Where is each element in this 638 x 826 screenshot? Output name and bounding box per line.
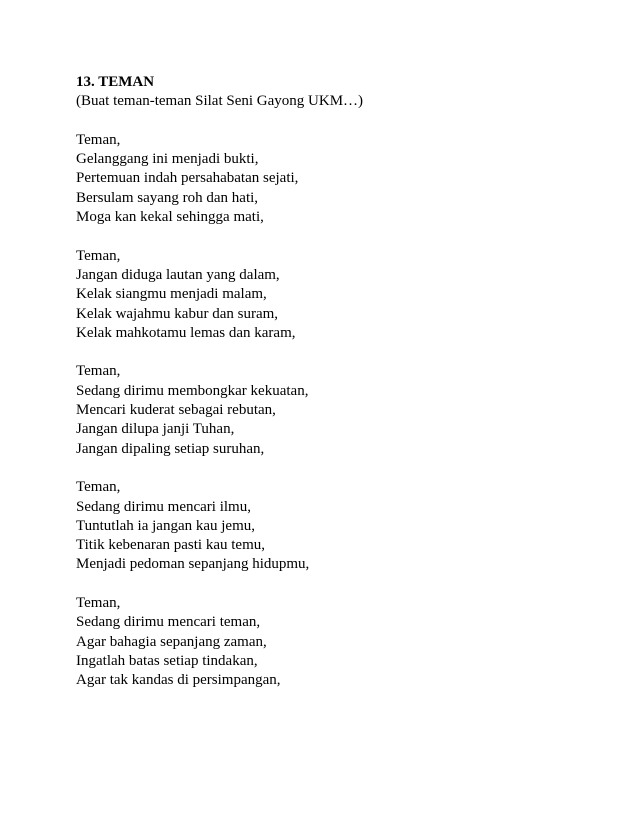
stanza-line: Kelak siangmu menjadi malam, (76, 286, 267, 303)
stanza-line: Jangan dipaling setiap suruhan, (76, 440, 265, 457)
stanza-line: Titik kebenaran pasti kau temu, (76, 537, 265, 554)
stanza-line: Gelanggang ini menjadi bukti, (76, 151, 259, 168)
stanza-line: Jangan dilupa janji Tuhan, (76, 421, 235, 438)
stanza-4 (76, 478, 596, 574)
stanza-line: Teman, (76, 131, 121, 148)
stanza-line: Mencari kuderat sebagai rebutan, (76, 402, 276, 419)
stanza-line: Tuntutlah ia jangan kau jemu, (76, 517, 256, 534)
stanza-line: Sedang dirimu membongkar kekuatan, (76, 382, 309, 399)
poem-title: 13. TEMAN (76, 74, 155, 90)
stanza-line: Kelak mahkotamu lemas dan karam, (76, 324, 296, 341)
stanza-line: Teman, (76, 479, 121, 496)
stanza-line: Ingatlah batas setiap tindakan, (76, 652, 258, 669)
stanza-line: Sedang dirimu mencari ilmu, (76, 498, 251, 515)
stanza-line: Kelak wajahmu kabur dan suram, (76, 305, 279, 322)
stanza-3 (76, 362, 596, 458)
stanza-line: Agar bahagia sepanjang zaman, (76, 633, 267, 650)
stanza-line: Sedang dirimu mencari teman, (76, 614, 261, 631)
stanza-line: Jangan diduga lautan yang dalam, (76, 266, 280, 283)
stanza-1 (76, 131, 596, 227)
stanza-line: Bersulam sayang roh dan hati, (76, 189, 259, 206)
stanza-line: Menjadi pedoman sepanjang hidupmu, (76, 556, 310, 573)
stanza-2 (76, 247, 596, 343)
poem-body (76, 73, 596, 691)
poem-dedication: (Buat teman-teman Silat Seni Gayong UKM…) (76, 93, 364, 110)
stanza-5 (76, 594, 596, 690)
stanza-line: Pertemuan indah persahabatan sejati, (76, 170, 299, 187)
stanza-line: Moga kan kekal sehingga mati, (76, 209, 264, 226)
stanza-line: Teman, (76, 363, 121, 380)
stanza-line: Teman, (76, 595, 121, 612)
stanza-line: Teman, (76, 247, 121, 264)
stanza-line: Agar tak kandas di persimpangan, (76, 672, 281, 689)
